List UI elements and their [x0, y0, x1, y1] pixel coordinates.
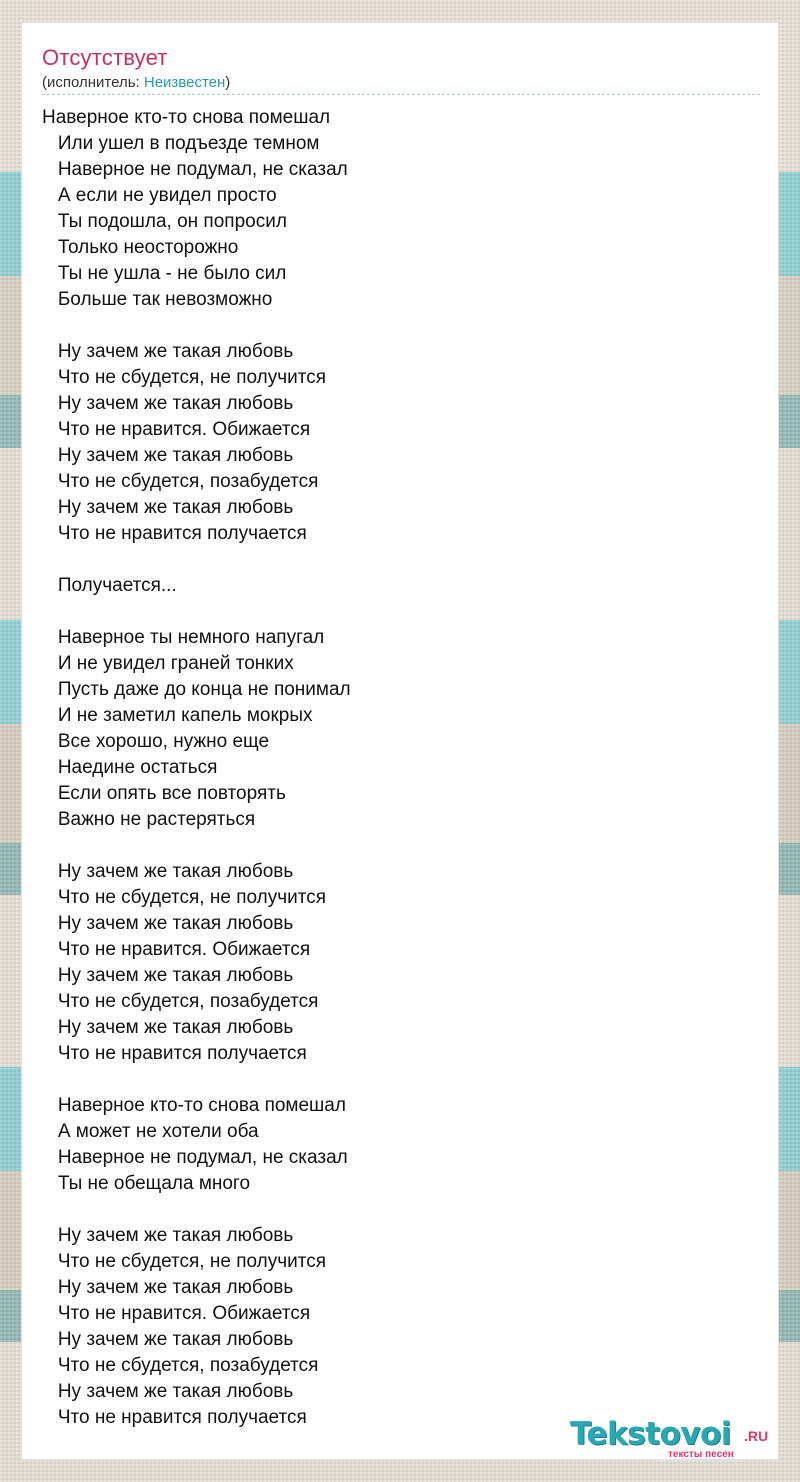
lyrics-line: Важно не растеряться	[42, 809, 256, 830]
lyrics-line: Ты подошла, он попросил	[42, 211, 287, 232]
lyrics-line: Что не сбудется, не получится	[42, 887, 327, 908]
lyrics-line: Ну зачем же такая любовь	[42, 497, 294, 518]
lyrics-line: А если не увидел просто	[42, 185, 277, 206]
lyrics-line: Ну зачем же такая любовь	[42, 341, 294, 362]
lyrics-line: Пусть даже до конца не понимал	[42, 679, 351, 700]
lyrics-line: Что не сбудется, позабудется	[42, 471, 319, 492]
lyrics-line: Что не сбудется, позабудется	[42, 1355, 319, 1376]
lyrics-line: Наверное не подумал, не сказал	[42, 1147, 348, 1168]
lyrics-line	[42, 1067, 742, 1093]
lyrics-line: Что не нравится. Обижается	[42, 419, 311, 440]
lyrics-line: Что не нравится. Обижается	[42, 1303, 311, 1324]
lyrics-line: Ну зачем же такая любовь	[42, 1329, 294, 1350]
lyrics-line: Ну зачем же такая любовь	[42, 1277, 294, 1298]
lyrics-line: Наверное ты немного напугал	[42, 627, 325, 648]
lyrics-line: Ну зачем же такая любовь	[42, 965, 294, 986]
site-logo[interactable]	[570, 1416, 780, 1460]
logo-tagline: тексты песен	[668, 1449, 734, 1460]
artist-prefix: (исполнитель:	[42, 74, 144, 91]
logo-name: Tekstovoi	[570, 1416, 731, 1452]
lyrics-line: Ну зачем же такая любовь	[42, 1381, 294, 1402]
lyrics-line: Наверное кто-то снова помешал	[42, 1095, 346, 1116]
lyrics-line: Ну зачем же такая любовь	[42, 861, 294, 882]
lyrics-line: Ты не ушла - не было сил	[42, 263, 287, 284]
lyrics-line	[42, 313, 742, 339]
lyrics-line: Что не сбудется, не получится	[42, 1251, 327, 1272]
lyrics-line: Наверное не подумал, не сказал	[42, 159, 348, 180]
lyrics-line: Больше так невозможно	[42, 289, 273, 310]
dashed-divider	[42, 94, 760, 95]
lyrics-text	[42, 105, 742, 1431]
artist-link[interactable]: Неизвестен	[143, 74, 226, 91]
lyrics-line: Что не нравится получается	[42, 1407, 307, 1428]
lyrics-line: Ты не обещала много	[42, 1173, 251, 1194]
lyrics-line: Наверное кто-то снова помешал	[42, 107, 331, 128]
lyrics-line	[42, 833, 742, 859]
lyrics-line	[42, 1197, 742, 1223]
lyrics-line: Что не нравится получается	[42, 1043, 307, 1064]
lyrics-line	[42, 599, 742, 625]
lyrics-line: Что не сбудется, позабудется	[42, 991, 319, 1012]
lyrics-line: И не увидел граней тонких	[42, 653, 294, 674]
song-title: Отсутствует	[42, 45, 168, 70]
lyrics-line: Что не сбудется, не получится	[42, 367, 327, 388]
lyrics-line: Наедине остаться	[42, 757, 218, 778]
lyrics-line	[42, 547, 742, 573]
lyrics-line: Ну зачем же такая любовь	[42, 393, 294, 414]
lyrics-line: Только неосторожно	[42, 237, 239, 258]
lyrics-line: Или ушел в подъезде темном	[42, 133, 320, 154]
lyrics-line: Что не нравится получается	[42, 523, 307, 544]
artist-line	[42, 74, 230, 92]
logo-domain: .RU	[744, 1428, 769, 1444]
lyrics-card	[21, 22, 779, 1460]
lyrics-line: Ну зачем же такая любовь	[42, 1225, 294, 1246]
artist-suffix: )	[225, 74, 231, 91]
lyrics-line: Все хорошо, нужно еще	[42, 731, 270, 752]
lyrics-line: Если опять все повторять	[42, 783, 286, 804]
lyrics-line: Что не нравится. Обижается	[42, 939, 311, 960]
lyrics-line: Ну зачем же такая любовь	[42, 445, 294, 466]
lyrics-line: А может не хотели оба	[42, 1121, 259, 1142]
lyrics-line: Ну зачем же такая любовь	[42, 1017, 294, 1038]
lyrics-line: Ну зачем же такая любовь	[42, 913, 294, 934]
lyrics-line: И не заметил капель мокрых	[42, 705, 313, 726]
lyrics-line: Получается...	[42, 575, 177, 596]
